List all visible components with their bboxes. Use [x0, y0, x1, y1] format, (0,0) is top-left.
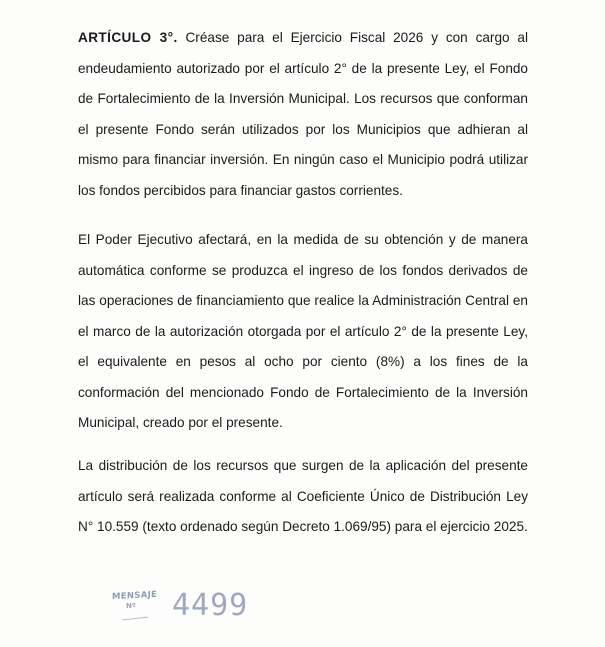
stamp-label: MENSAJE: [112, 589, 158, 603]
article-3-paragraph: [78, 23, 528, 206]
distribution-paragraph: La distribución de los recursos que surgen de la aplicación del presente artículo será realizada conforme al Coeficiente Único de Distribución Ley N° 10.559 (texto ordenado según Decreto 1.069/95) para el ejercicio 2025.: [78, 458, 528, 534]
article-label: ARTÍCULO 3°.: [78, 30, 178, 45]
executive-power-paragraph: El Poder Ejecutivo afectará, en la medida de su obtención y de manera automática conforme se produzca el ingreso de los fondos derivados de las operaciones de financiamiento que realice la Administración Central en el marco de la autorización otorgada por el artículo 2° de la presente Ley, el equivalente en pesos al ocho por ciento (8%) a los fines de la conformación del mencionado Fondo de Fortalecimiento de la Inversión Municipal, creado por el presente.: [78, 232, 528, 430]
stamp-number: 4499: [172, 588, 249, 623]
stamp-number-sign: Nº: [126, 602, 136, 610]
stamp-underline-mark: [122, 611, 149, 621]
article-3-text: Créase para el Ejercicio Fiscal 2026 y con cargo al endeudamiento autorizado por el artículo 2° de la presente Ley, el Fondo de Fortalecimiento de la Inversión Municipal. Los recursos que conforman el presente Fondo serán utilizados por los Municipios que adhieran al mismo para financiar inversión. En ningún caso el Municipio podrá utilizar los fondos percibidos para financiar gastos corrientes.: [78, 30, 528, 198]
message-number-stamp: [112, 588, 272, 630]
